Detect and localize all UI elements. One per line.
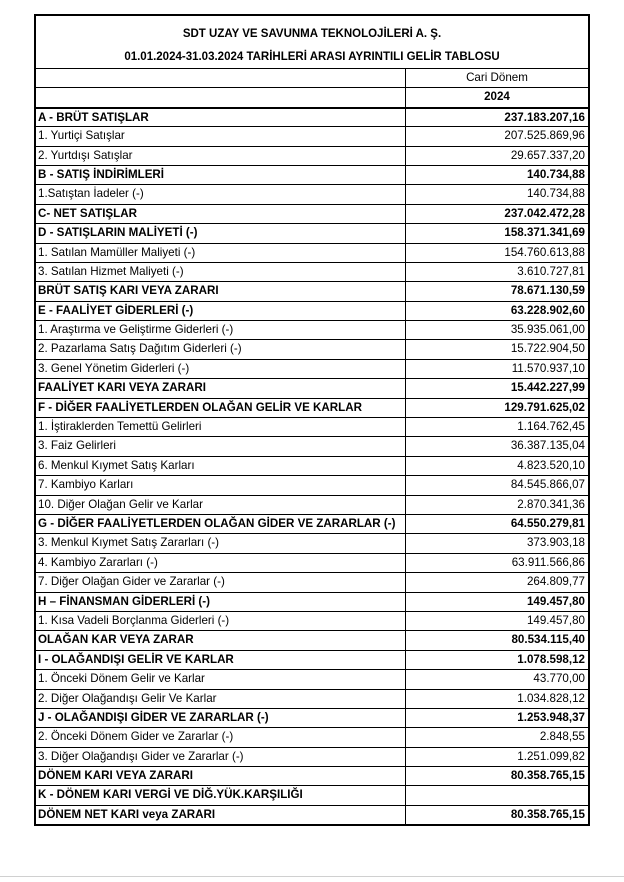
row-value: 4.823.520,10 bbox=[517, 458, 585, 472]
row-value: 2.848,55 bbox=[539, 730, 585, 744]
row-label: 1. Satılan Mamüller Maliyeti (-) bbox=[36, 244, 406, 262]
table-row bbox=[36, 592, 588, 611]
row-label: 3. Menkul Kıymet Satış Zararları (-) bbox=[36, 534, 406, 552]
table-row bbox=[36, 436, 588, 455]
row-label: 2. Pazarlama Satış Dağıtım Giderleri (-) bbox=[36, 340, 406, 358]
row-label: 4. Kambiyo Zararları (-) bbox=[36, 554, 406, 572]
table-row bbox=[36, 669, 588, 688]
row-label: K - DÖNEM KARI VERGİ VE DİĞ.YÜK.KARŞILIĞI bbox=[36, 786, 406, 804]
row-label: A - BRÜT SATIŞLAR bbox=[36, 109, 406, 126]
row-value: 63.911.566,86 bbox=[511, 555, 585, 569]
income-statement-table bbox=[34, 14, 590, 826]
row-value: 80.358.765,15 bbox=[510, 807, 585, 821]
row-label: 2. Yurtdışı Satışlar bbox=[36, 147, 406, 165]
table-row bbox=[36, 126, 588, 145]
row-label: DÖNEM NET KARI veya ZARARI bbox=[36, 806, 406, 824]
row-value: 63.228.902,60 bbox=[510, 303, 585, 317]
row-value: 237.042.472,28 bbox=[504, 206, 585, 220]
table-row bbox=[36, 572, 588, 591]
row-label: D - SATIŞLARIN MALİYETİ (-) bbox=[36, 224, 406, 242]
row-value: 207.525.869,96 bbox=[504, 129, 585, 143]
table-row bbox=[36, 146, 588, 165]
table-row bbox=[36, 398, 588, 417]
table-row bbox=[36, 262, 588, 281]
table-row bbox=[36, 301, 588, 320]
row-label: 1.Satıştan İadeler (-) bbox=[36, 185, 406, 203]
row-value: 154.760.613,88 bbox=[504, 245, 585, 259]
row-value: 1.253.948,37 bbox=[517, 710, 585, 724]
page-divider bbox=[0, 876, 624, 877]
row-label: G - DİĞER FAALİYETLERDEN OLAĞAN GİDER VE ZARARLAR (-) bbox=[36, 515, 406, 533]
row-label: DÖNEM KARI VEYA ZARARI bbox=[36, 767, 406, 785]
row-value: 149.457,80 bbox=[526, 613, 585, 627]
row-value: 35.935.061,00 bbox=[510, 323, 585, 337]
row-value: 64.550.279,81 bbox=[510, 516, 585, 530]
row-label: 3. Faiz Gelirleri bbox=[36, 437, 406, 455]
row-label: 1. Araştırma ve Geliştirme Giderleri (-) bbox=[36, 321, 406, 339]
row-value: 1.034.828,12 bbox=[517, 691, 585, 705]
header-empty-cell bbox=[36, 69, 406, 87]
row-label: C- NET SATIŞLAR bbox=[36, 205, 406, 223]
table-row bbox=[36, 650, 588, 669]
table-row bbox=[36, 766, 588, 785]
row-value: 36.387.135,04 bbox=[510, 439, 585, 453]
row-label: BRÜT SATIŞ KARI VEYA ZARARI bbox=[36, 282, 406, 300]
row-value: 1.251.099,82 bbox=[517, 749, 585, 763]
table-row bbox=[36, 165, 588, 184]
row-label: H – FİNANSMAN GİDERLERİ (-) bbox=[36, 593, 406, 611]
row-value: 264.809,77 bbox=[526, 575, 585, 589]
row-value: 140.734,88 bbox=[526, 167, 585, 181]
table-row bbox=[36, 475, 588, 494]
row-value: 1.164.762,45 bbox=[517, 420, 585, 434]
row-value bbox=[406, 786, 588, 804]
row-label: 1. Önceki Dönem Gelir ve Karlar bbox=[36, 670, 406, 688]
row-label: 2. Diğer Olağandışı Gelir Ve Karlar bbox=[36, 690, 406, 708]
table-row bbox=[36, 611, 588, 630]
table-row bbox=[36, 514, 588, 533]
table-row bbox=[36, 727, 588, 746]
table-row bbox=[36, 708, 588, 727]
row-label: 1. İştiraklerden Temettü Gelirleri bbox=[36, 418, 406, 436]
table-row bbox=[36, 805, 588, 824]
table-row bbox=[36, 184, 588, 203]
row-value: 140.734,88 bbox=[526, 187, 585, 201]
row-value: 43.770,00 bbox=[533, 672, 585, 686]
table-row bbox=[36, 553, 588, 572]
row-value: 80.358.765,15 bbox=[510, 769, 585, 783]
header-year-row bbox=[36, 87, 588, 106]
row-label: 3. Satılan Hizmet Maliyeti (-) bbox=[36, 263, 406, 281]
row-value: 158.371.341,69 bbox=[504, 226, 585, 240]
row-value: 129.791.625,02 bbox=[504, 400, 585, 414]
row-label: OLAĞAN KAR VEYA ZARAR bbox=[36, 631, 406, 649]
table-row bbox=[36, 107, 588, 126]
table-row bbox=[36, 223, 588, 242]
header-empty-cell bbox=[36, 88, 406, 106]
table-row bbox=[36, 747, 588, 766]
statement-rows bbox=[36, 107, 588, 824]
row-label: 3. Diğer Olağandışı Gider ve Zararlar (-) bbox=[36, 748, 406, 766]
company-name: SDT UZAY VE SAVUNMA TEKNOLOJİLERİ A. Ş. bbox=[182, 28, 442, 40]
title-block bbox=[36, 16, 588, 68]
row-value: 78.671.130,59 bbox=[510, 284, 585, 298]
table-row bbox=[36, 785, 588, 804]
row-value: 15.722.904,50 bbox=[510, 342, 585, 356]
table-row bbox=[36, 630, 588, 649]
table-row bbox=[36, 533, 588, 552]
table-row bbox=[36, 456, 588, 475]
row-label: FAALİYET KARI VEYA ZARARI bbox=[36, 379, 406, 397]
row-value: 3.610.727,81 bbox=[517, 264, 585, 278]
row-label: 6. Menkul Kıymet Satış Karları bbox=[36, 457, 406, 475]
row-value: 2.870.341,36 bbox=[517, 497, 585, 511]
statement-title: 01.01.2024-31.03.2024 TARİHLERİ ARASI AYRINTILI GELİR TABLOSU bbox=[124, 51, 500, 63]
row-label: F - DİĞER FAALİYETLERDEN OLAĞAN GELİR VE KARLAR bbox=[36, 399, 406, 417]
table-row bbox=[36, 243, 588, 262]
row-value: 1.078.598,12 bbox=[517, 652, 585, 666]
row-value: 80.534.115,40 bbox=[511, 633, 585, 647]
row-label: 3. Genel Yönetim Giderleri (-) bbox=[36, 360, 406, 378]
table-row bbox=[36, 689, 588, 708]
row-label: 1. Kısa Vadeli Borçlanma Giderleri (-) bbox=[36, 612, 406, 630]
row-value: 149.457,80 bbox=[526, 594, 585, 608]
table-row bbox=[36, 204, 588, 223]
row-label: 7. Diğer Olağan Gider ve Zararlar (-) bbox=[36, 573, 406, 591]
table-row bbox=[36, 320, 588, 339]
header-period: Cari Dönem bbox=[466, 71, 528, 84]
row-value: 84.545.866,07 bbox=[510, 478, 585, 492]
table-row bbox=[36, 359, 588, 378]
table-row bbox=[36, 495, 588, 514]
row-label: E - FAALİYET GİDERLERİ (-) bbox=[36, 302, 406, 320]
row-label: 10. Diğer Olağan Gelir ve Karlar bbox=[36, 496, 406, 514]
row-label: 2. Önceki Dönem Gider ve Zararlar (-) bbox=[36, 728, 406, 746]
row-value: 11.570.937,10 bbox=[511, 361, 585, 375]
row-label: 1. Yurtiçi Satışlar bbox=[36, 127, 406, 145]
table-row bbox=[36, 339, 588, 358]
row-value: 15.442.227,99 bbox=[510, 381, 585, 395]
row-label: B - SATIŞ İNDİRİMLERİ bbox=[36, 166, 406, 184]
row-value: 237.183.207,16 bbox=[504, 110, 585, 124]
row-label: J - OLAĞANDIŞI GİDER VE ZARARLAR (-) bbox=[36, 709, 406, 727]
row-value: 373.903,18 bbox=[526, 536, 585, 550]
header-year: 2024 bbox=[484, 90, 510, 104]
table-row bbox=[36, 281, 588, 300]
row-label: 7. Kambiyo Karları bbox=[36, 476, 406, 494]
header-period-row bbox=[36, 68, 588, 87]
table-row bbox=[36, 378, 588, 397]
row-value: 29.657.337,20 bbox=[510, 148, 585, 162]
table-row bbox=[36, 417, 588, 436]
row-label: I - OLAĞANDIŞI GELİR VE KARLAR bbox=[36, 651, 406, 669]
